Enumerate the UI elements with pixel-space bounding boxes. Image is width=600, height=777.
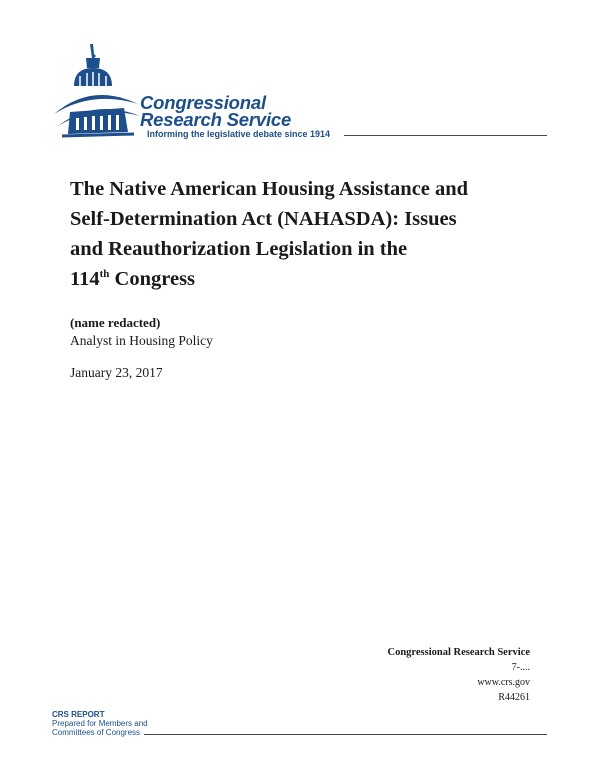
title-congress-word: Congress: [109, 268, 196, 290]
logo-wordmark-line2: Research Service: [140, 109, 292, 130]
title-congress-number: 114: [70, 268, 100, 290]
footer-prepared-for: Prepared for Members and: [52, 719, 148, 728]
publisher-block: [387, 645, 530, 705]
capitol-dome-icon: [52, 42, 142, 142]
logo-divider: [344, 135, 547, 136]
title-line-1: The Native American Housing Assistance and: [70, 178, 469, 200]
footer-block: [52, 710, 552, 740]
logo-tagline: Informing the legislative debate since 1914: [147, 129, 331, 139]
title-line-2: Self-Determination Act (NAHASDA): Issues: [70, 208, 457, 230]
report-number: R44261: [498, 692, 530, 703]
crs-logo: [52, 42, 552, 142]
footer-committees: Committees of Congress: [52, 728, 141, 737]
footer-report-label: CRS REPORT: [52, 710, 105, 719]
author-role: Analyst in Housing Policy: [70, 333, 213, 348]
publisher-website: www.crs.gov: [477, 677, 530, 688]
publisher-phone: 7-....: [511, 662, 530, 673]
report-title: [70, 174, 540, 294]
title-ordinal-suffix: th: [99, 268, 110, 280]
report-date: January 23, 2017: [70, 365, 163, 380]
publisher-name: Congressional Research Service: [387, 647, 530, 658]
footer-divider: [144, 734, 547, 735]
author-name: (name redacted): [70, 315, 161, 330]
logo-wordmark-line1: Congressional: [140, 92, 266, 113]
title-line-3: and Reauthorization Legislation in the: [70, 238, 408, 260]
